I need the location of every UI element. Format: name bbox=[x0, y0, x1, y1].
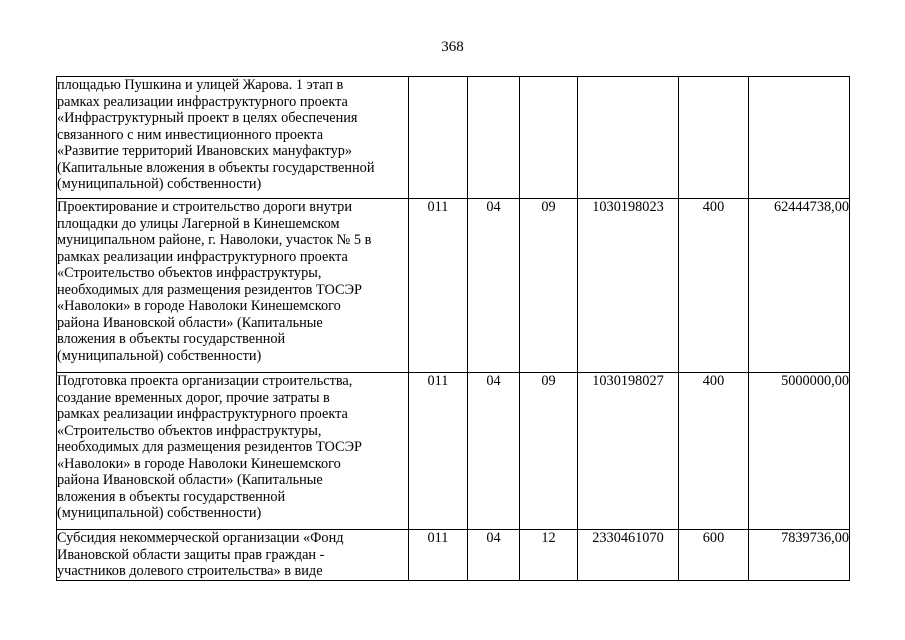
description-line: создание временных дорог, прочие затраты в bbox=[57, 389, 330, 406]
description-cell bbox=[57, 199, 409, 373]
expense-type-cell: 600 bbox=[679, 530, 749, 581]
description-line: (Капитальные вложения в объекты государственной bbox=[57, 159, 375, 176]
target-article-cell bbox=[578, 77, 679, 199]
description-line: (муниципальной) собственности) bbox=[57, 176, 262, 192]
subsection-code-cell: 12 bbox=[520, 530, 578, 581]
section-code-cell: 04 bbox=[468, 373, 520, 530]
subsection-code-cell bbox=[520, 77, 578, 199]
page-number: 368 bbox=[441, 39, 464, 55]
description-line: связанного с ним инвестиционного проекта bbox=[57, 126, 324, 143]
description-line: «Наволоки» в городе Наволоки Кинешемского bbox=[57, 455, 341, 472]
target-article-cell: 1030198027 bbox=[578, 373, 679, 530]
table-row bbox=[57, 199, 850, 373]
subsection-code-cell: 09 bbox=[520, 199, 578, 373]
expense-type-cell: 400 bbox=[679, 373, 749, 530]
description-line: «Строительство объектов инфраструктуры, bbox=[57, 422, 322, 439]
description-line: Проектирование и строительство дороги внутри bbox=[57, 199, 352, 215]
description-line: «Инфраструктурный проект в целях обеспечения bbox=[57, 110, 358, 126]
description-line: «Наволоки» в городе Наволоки Кинешемского bbox=[57, 298, 341, 314]
amount-cell: 7839736,00 bbox=[749, 530, 850, 581]
description-line: необходимых для размещения резидентов ТОСЭР bbox=[57, 439, 362, 455]
expense-type-cell bbox=[679, 77, 749, 199]
description-line: района Ивановской области» (Капитальные bbox=[57, 472, 323, 488]
expense-type-cell: 400 bbox=[679, 199, 749, 373]
description-line: «Развитие территорий Ивановских мануфактур» bbox=[57, 143, 353, 159]
description-line: вложения в объекты государственной bbox=[57, 331, 286, 347]
description-line: (муниципальной) собственности) bbox=[57, 347, 262, 364]
description-line: рамках реализации инфраструктурного проекта bbox=[57, 248, 348, 265]
description-line: муниципальном районе, г. Наволоки, участок № 5 в bbox=[57, 232, 372, 248]
description-cell bbox=[57, 77, 409, 199]
ministry-code-cell bbox=[409, 77, 468, 199]
subsection-code-cell: 09 bbox=[520, 373, 578, 530]
description-cell bbox=[57, 530, 409, 581]
description-line: площадью Пушкина и улицей Жарова. 1 этап в bbox=[57, 77, 344, 93]
ministry-code-cell: 011 bbox=[409, 199, 468, 373]
description-line: площадки до улицы Лагерной в Кинешемском bbox=[57, 215, 340, 232]
description-line: Субсидия некоммерческой организации «Фонд bbox=[57, 530, 344, 546]
target-article-cell: 1030198023 bbox=[578, 199, 679, 373]
amount-cell: 5000000,00 bbox=[749, 373, 850, 530]
description-line: рамках реализации инфраструктурного проекта bbox=[57, 93, 348, 110]
target-article-cell: 2330461070 bbox=[578, 530, 679, 581]
description-line: вложения в объекты государственной bbox=[57, 488, 286, 505]
description-line: Подготовка проекта организации строительства, bbox=[57, 373, 353, 389]
amount-cell: 62444738,00 bbox=[749, 199, 850, 373]
description-line: рамках реализации инфраструктурного проекта bbox=[57, 406, 348, 422]
section-code-cell: 04 bbox=[468, 199, 520, 373]
amount-cell bbox=[749, 77, 850, 199]
ministry-code-cell: 011 bbox=[409, 530, 468, 581]
section-code-cell: 04 bbox=[468, 530, 520, 581]
table-body bbox=[57, 77, 850, 581]
budget-table bbox=[56, 76, 850, 581]
section-code-cell bbox=[468, 77, 520, 199]
table-row bbox=[57, 77, 850, 199]
description-line: необходимых для размещения резидентов ТОСЭР bbox=[57, 281, 362, 298]
ministry-code-cell: 011 bbox=[409, 373, 468, 530]
description-line: «Строительство объектов инфраструктуры, bbox=[57, 265, 322, 281]
description-line: участников долевого строительства» в виде bbox=[57, 563, 323, 579]
description-cell bbox=[57, 373, 409, 530]
table-row bbox=[57, 373, 850, 530]
description-line: Ивановской области защиты прав граждан - bbox=[57, 546, 325, 563]
description-line: (муниципальной) собственности) bbox=[57, 505, 262, 521]
table-row bbox=[57, 530, 850, 581]
description-line: района Ивановской области» (Капитальные bbox=[57, 314, 323, 331]
